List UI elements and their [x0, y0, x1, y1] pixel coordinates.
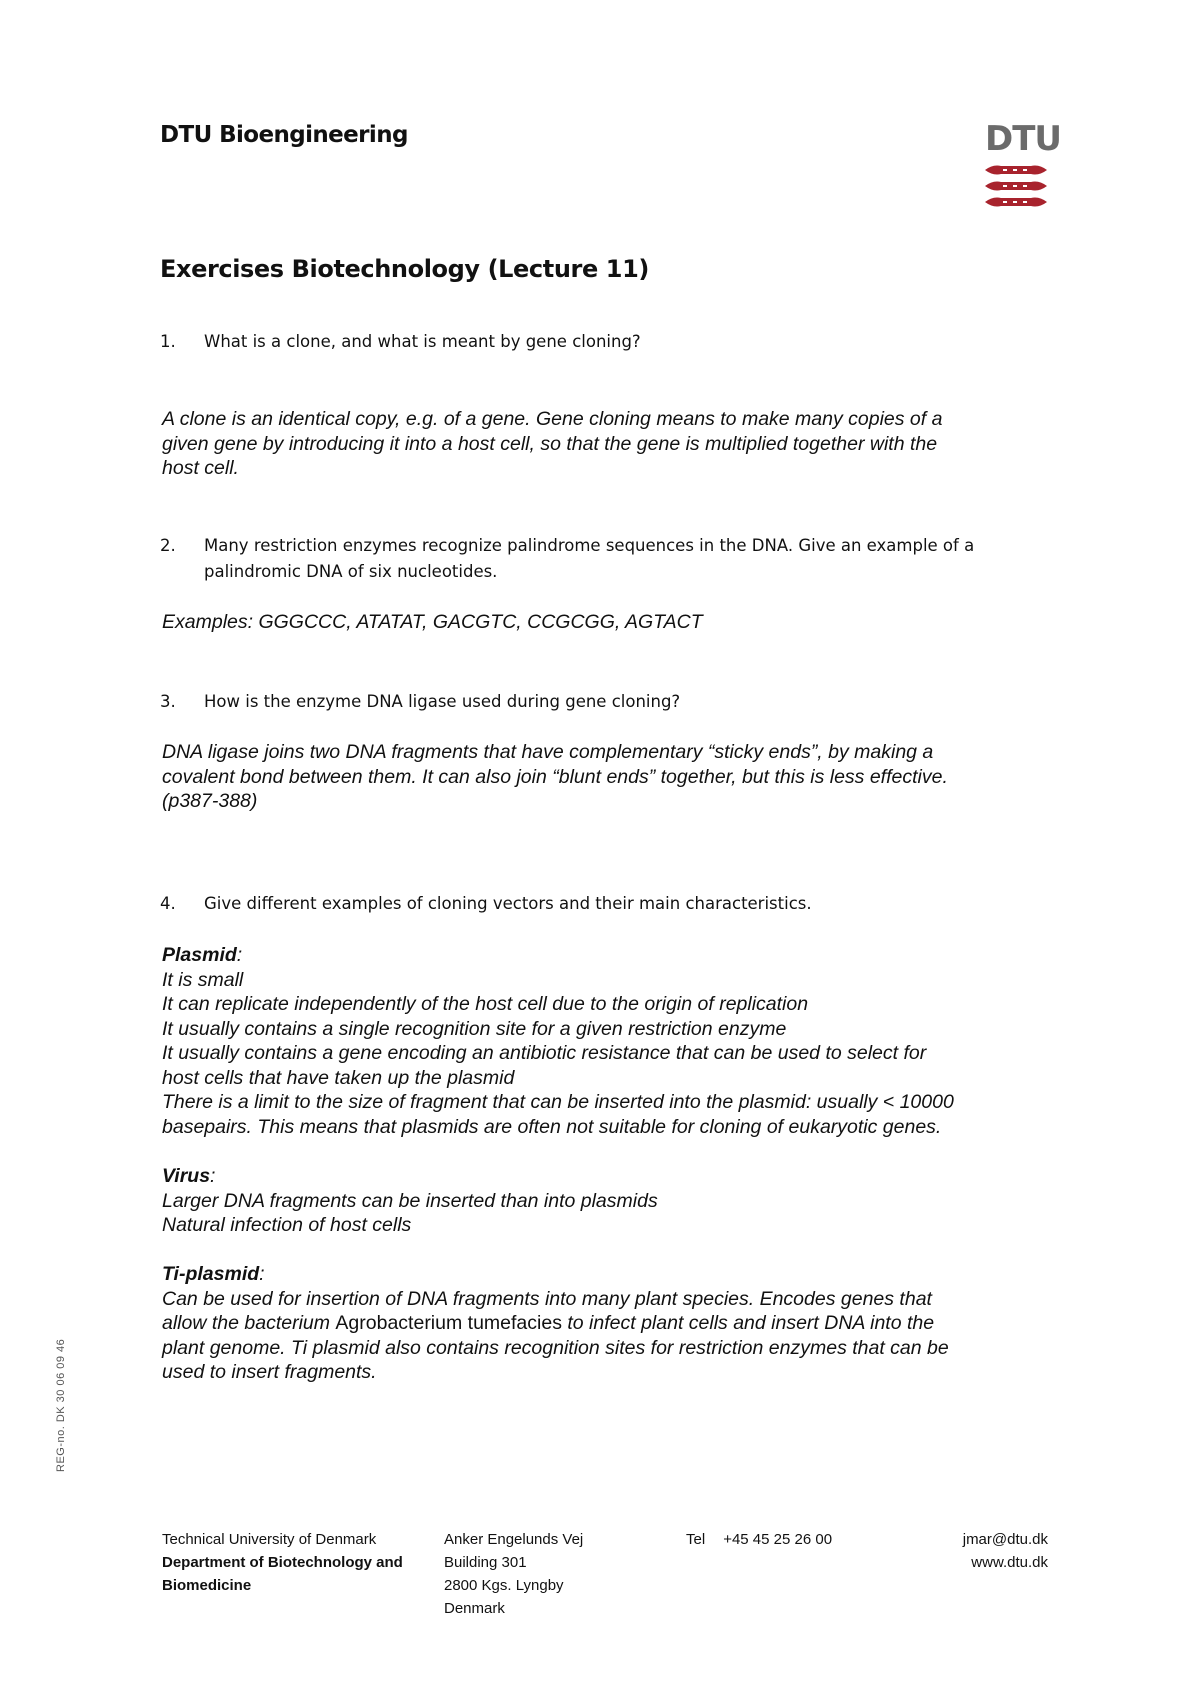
answer-text: to infect plant cells and insert DNA into the: [561, 1312, 935, 1334]
question-number: 1.: [160, 332, 176, 351]
vector-label: Plasmid: [162, 944, 237, 966]
answer-line: It usually contains a gene encoding an antibiotic resistance that can be used to select for: [162, 1042, 927, 1064]
answer-1: [162, 407, 1042, 481]
question-number: 4.: [160, 894, 176, 913]
logo-notch: [1023, 185, 1027, 187]
footer-university: [162, 1528, 403, 1597]
logo-notch: [1023, 169, 1027, 171]
answer-line: host cells that have taken up the plasmid: [162, 1066, 515, 1089]
footer-line: Denmark: [444, 1600, 505, 1617]
department-name: DTU Bioengineering: [160, 122, 408, 148]
vector-heading: Ti-plasmid:: [162, 1263, 265, 1285]
question-text: How is the enzyme DNA ligase used during gene cloning?: [204, 692, 681, 711]
answer-line: plant genome. Ti plasmid also contains recognition sites for restriction enzymes that can be: [162, 1336, 949, 1359]
question-2: [160, 533, 1074, 585]
answer-line: host cell.: [162, 457, 239, 479]
page-title: Exercises Biotechnology (Lecture 11): [160, 255, 649, 283]
answer-line: covalent bond between them. It can also join “blunt ends” together, but this is less effective.: [162, 765, 948, 788]
answer-line: Natural infection of host cells: [162, 1214, 412, 1236]
answer-line: used to insert fragments.: [162, 1361, 377, 1383]
logo-notch: [1013, 185, 1017, 187]
logo-notch: [1013, 169, 1017, 171]
answer-3: [162, 740, 1042, 814]
answer-line: (p387-388): [162, 790, 258, 812]
question-text: Many restriction enzymes recognize palindrome sequences in the DNA. Give an example of a palindromic DNA of six nucleotides.: [204, 536, 975, 581]
answer-line: [162, 1311, 1042, 1336]
question-number: 2.: [160, 536, 176, 555]
dtu-logo: [985, 119, 1062, 212]
question-text: Give different examples of cloning vectors and their main characteristics.: [204, 894, 812, 913]
question-text: What is a clone, and what is meant by gene cloning?: [204, 332, 641, 351]
answer-virus: [162, 1164, 1042, 1238]
footer-line: Anker Engelunds Vej: [444, 1531, 584, 1548]
answer-line: Can be used for insertion of DNA fragments into many plant species. Encodes genes that: [162, 1287, 932, 1310]
answer-line: basepairs. This means that plasmids are often not suitable for cloning of eukaryotic genes.: [162, 1115, 942, 1138]
answer-line: A clone is an identical copy, e.g. of a gene. Gene cloning means to make many copies of a: [162, 408, 943, 430]
logo-notch: [1003, 169, 1007, 171]
answer-line: Examples: GGGCCC, ATATAT, GACGTC, CCGCGG, AGTACT: [162, 611, 703, 633]
logo-notch: [1003, 185, 1007, 187]
question-4: [160, 891, 1074, 917]
question-1: [160, 329, 1074, 355]
logo-notch: [1013, 201, 1017, 203]
registration-number: REG-no. DK 30 06 09 46: [55, 1338, 67, 1472]
vector-label: Ti-plasmid: [162, 1263, 260, 1285]
logo-wordmark: DTU: [985, 119, 1062, 159]
answer-line: There is a limit to the size of fragment that can be inserted into the plasmid: usually < 10000: [162, 1091, 954, 1113]
logo-notch: [1023, 201, 1027, 203]
answer-line: It is small: [162, 968, 244, 991]
vector-heading: Virus:: [162, 1165, 216, 1187]
footer-line: Building 301: [444, 1554, 527, 1571]
answer-tiplasmid: [162, 1262, 1042, 1385]
website-link[interactable]: www.dtu.dk: [971, 1554, 1048, 1571]
footer-line: Biomedicine: [162, 1577, 252, 1594]
phone-label: Tel: [686, 1531, 706, 1548]
answer-line: Larger DNA fragments can be inserted than into plasmids: [162, 1189, 658, 1212]
footer-phone: [686, 1528, 832, 1551]
answer-plasmid: [162, 943, 1042, 1139]
footer-address: [444, 1528, 583, 1620]
answer-line: It can replicate independently of the host cell due to the origin of replication: [162, 993, 809, 1015]
vector-label: Virus: [162, 1165, 211, 1187]
phone-number: +45 45 25 26 00: [723, 1531, 833, 1548]
logo-notch: [1003, 201, 1007, 203]
species-name: Agrobacterium tumefacies: [335, 1312, 562, 1334]
question-3: [160, 689, 1074, 715]
footer-line: Department of Biotechnology and: [162, 1554, 403, 1571]
answer-line: DNA ligase joins two DNA fragments that have complementary “sticky ends”, by making a: [162, 741, 934, 763]
vector-heading: Plasmid:: [162, 944, 243, 966]
answer-line: It usually contains a single recognition site for a given restriction enzyme: [162, 1017, 787, 1040]
answer-text: allow the bacterium: [162, 1312, 336, 1334]
footer-line: Technical University of Denmark: [162, 1531, 377, 1548]
question-number: 3.: [160, 692, 176, 711]
footer-line: 2800 Kgs. Lyngby: [444, 1577, 564, 1594]
footer-line: [686, 1528, 832, 1551]
email-link[interactable]: jmar@dtu.dk: [962, 1531, 1048, 1548]
answer-line: given gene by introducing it into a host cell, so that the gene is multiplied together with the: [162, 432, 938, 455]
logo-waves-icon: [985, 162, 1047, 212]
footer-contact: [900, 1528, 1048, 1574]
answer-2: [162, 610, 1042, 635]
